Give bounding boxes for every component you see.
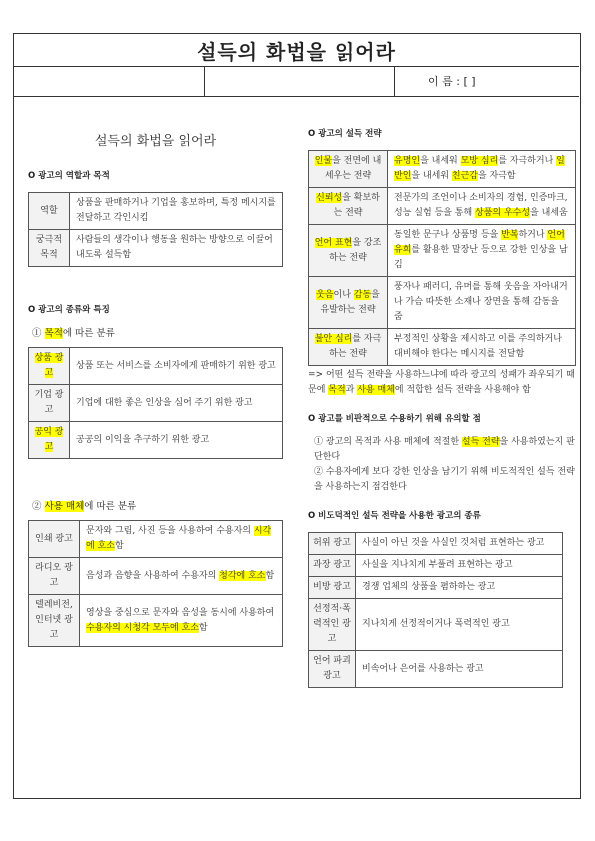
row-text: 부정적인 상황을 제시하고 이를 주의하거나 대비해야 한다는 메시지를 전달함	[388, 329, 576, 366]
unethical-heading: O 비도덕적인 설득 전략을 사용한 광고의 종류	[308, 511, 481, 521]
table-row	[309, 651, 563, 688]
right-column	[308, 127, 576, 688]
row-text: 문자와 그림, 사진 등을 사용하여 수용자의 시각에 호소함	[80, 521, 283, 558]
row-label: 기업 광고	[29, 385, 70, 422]
row-label: 상품 광고	[29, 348, 70, 385]
row-text: 상품을 판매하거나 기업을 홍보하며, 특정 메시지를 전달하고 각인시킴	[70, 193, 283, 230]
strategy-table	[308, 150, 576, 366]
blank-cell-2	[204, 66, 395, 96]
blank-cell-1	[14, 66, 205, 96]
critical-item-1: ① 광고의 목적과 사용 매체에 적절한 설득 전략을 사용하였는지 판단한다	[314, 437, 575, 462]
table-row	[29, 385, 283, 422]
row-text: 동일한 문구나 상품명 등을 반복하거나 언어유희를 활용한 말장난 등으로 강한 인상을 남김	[388, 225, 576, 277]
table-row	[309, 188, 576, 225]
row-text: 풍자나 패러디, 유머를 통해 웃음을 자아내거나 가슴 따뜻한 소재나 장면을 통해 감동을 줌	[388, 277, 576, 329]
unethical-table	[308, 532, 563, 688]
strategy-note: => 어떤 설득 전략을 사용하느냐에 따라 광고의 성패가 좌우되기 때문에 목적과 사용 매체에 적합한 설득 전략을 사용해야 함	[308, 370, 575, 395]
name-field[interactable]	[394, 66, 579, 96]
row-text: 유명인을 내세워 모방 심리를 자극하거나 일반인을 내세워 친근감을 자극함	[388, 151, 576, 188]
table-row	[309, 151, 576, 188]
table-row	[309, 555, 563, 577]
media-table	[28, 520, 283, 647]
subtitle: 설득의 화법을 읽어라	[94, 134, 217, 149]
row-label: 인물을 전면에 내세우는 전략	[309, 151, 388, 188]
row-text: 사람들의 생각이나 행동을 원하는 방향으로 이끌어 내도록 설득함	[70, 230, 283, 267]
table-row	[29, 193, 283, 230]
row-text: 공공의 이익을 추구하기 위한 광고	[70, 422, 283, 459]
row-text: 음성과 음향을 사용하여 수용자의 청각에 호소함	[80, 558, 283, 595]
critical-heading: O 광고를 비판적으로 수용하기 위해 유의할 점	[308, 414, 481, 424]
row-label: 인쇄 광고	[29, 521, 80, 558]
row-label: 텔레비전, 인터넷 광고	[29, 595, 80, 647]
row-text: 지나치게 선정적이거나 폭력적인 광고	[356, 599, 563, 651]
purpose-table	[28, 347, 283, 459]
type-heading: O 광고의 종류와 특징	[28, 305, 110, 315]
row-label: 과장 광고	[309, 555, 356, 577]
table-row	[309, 329, 576, 366]
row-label: 신뢰성을 확보하는 전략	[309, 188, 388, 225]
row-text: 경쟁 업체의 상품을 폄하하는 광고	[356, 577, 563, 599]
page-title: 설득의 화법을 읽어라	[14, 34, 579, 67]
table-row	[309, 225, 576, 277]
row-label: 불안 심리를 자극하는 전략	[309, 329, 388, 366]
table-row	[309, 599, 563, 651]
media-caption: ② 사용 매체에 따른 분류	[32, 501, 137, 512]
row-text: 전문가의 조언이나 소비자의 경험, 인증마크, 성능 실험 등을 통해 상품의 우수성을 내세움	[388, 188, 576, 225]
row-text: 기업에 대한 좋은 인상을 심어 주기 위한 광고	[70, 385, 283, 422]
row-text: 사실을 지나치게 부풀려 표현하는 광고	[356, 555, 563, 577]
row-text: 사실이 아닌 것을 사실인 것처럼 표현하는 광고	[356, 533, 563, 555]
row-text: 비속어나 은어를 사용하는 광고	[356, 651, 563, 688]
table-row	[309, 277, 576, 329]
table-row	[309, 533, 563, 555]
row-label: 궁극적 목적	[29, 230, 70, 267]
critical-item-2: ② 수용자에게 보다 강한 인상을 남기기 위해 비도적적인 설득 전략을 사용하는지 점검한다	[314, 467, 575, 492]
row-label: 공익 광고	[29, 422, 70, 459]
table-row	[29, 230, 283, 267]
role-table	[28, 192, 283, 267]
table-row	[29, 521, 283, 558]
table-row	[29, 348, 283, 385]
table-row	[29, 422, 283, 459]
row-label: 역할	[29, 193, 70, 230]
row-label: 선정적·폭력적인 광고	[309, 599, 356, 651]
table-row	[29, 595, 283, 647]
purpose-caption: ① 목적에 따른 분류	[32, 328, 115, 339]
row-label: 웃음이나 감동을 유발하는 전략	[309, 277, 388, 329]
row-label: 허위 광고	[309, 533, 356, 555]
row-label: 비방 광고	[309, 577, 356, 599]
strategy-heading: O 광고의 설득 전략	[308, 129, 382, 139]
role-heading: O 광고의 역할과 목적	[28, 171, 110, 181]
row-text: 상품 또는 서비스를 소비자에게 판매하기 위한 광고	[70, 348, 283, 385]
row-label: 언어 파괴 광고	[309, 651, 356, 688]
table-row	[309, 577, 563, 599]
table-row	[29, 558, 283, 595]
row-label: 라디오 광고	[29, 558, 80, 595]
name-row	[14, 66, 579, 97]
row-text: 영상을 중심으로 문자와 음성을 동시에 사용하여 수용자의 시청각 모두에 호소함	[80, 595, 283, 647]
left-column	[28, 130, 283, 647]
name-label: 이 름 : [ ]	[428, 75, 476, 88]
row-label: 언어 표현을 강조하는 전략	[309, 225, 388, 277]
